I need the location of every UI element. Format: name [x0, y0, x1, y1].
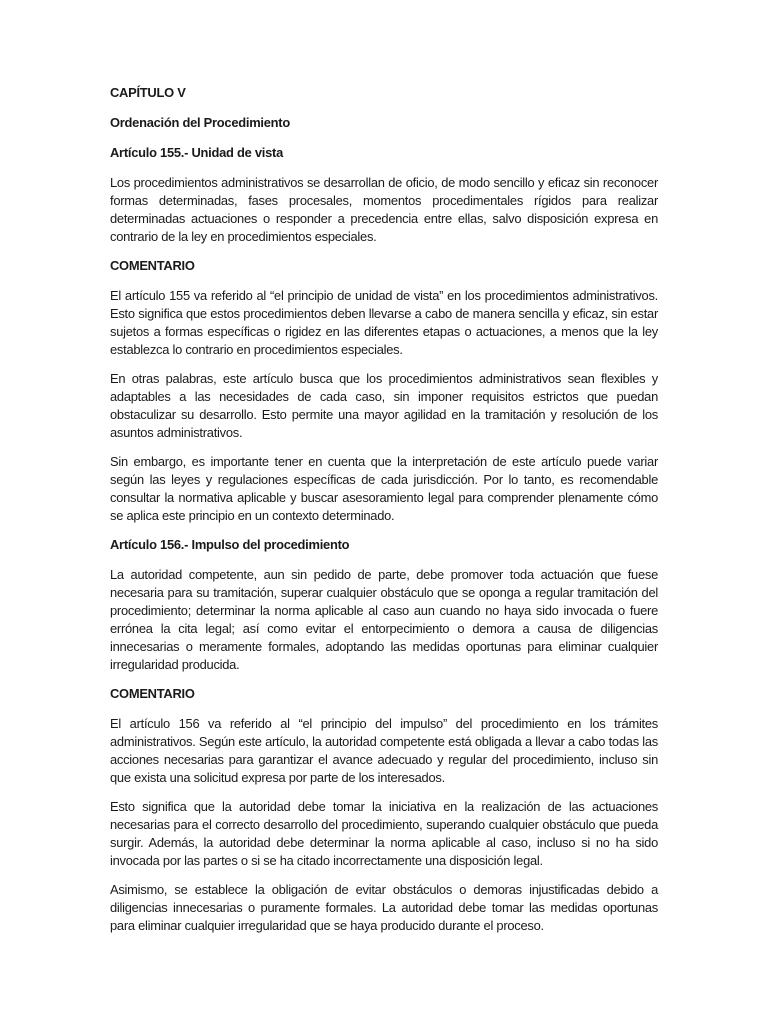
comment-155-paragraph: Sin embargo, es importante tener en cuenta que la interpretación de este artículo puede variar según las leyes y regulaciones específicas de cada jurisdicción. Por lo tanto, es recomendable consultar la normativa aplicable y buscar asesoramiento legal para comprender plenamente cómo se aplica este principio en un contexto determinado.	[110, 454, 658, 523]
comment-156-paragraph: Esto significa que la autoridad debe tomar la iniciativa en la realización de las actuaciones necesarias para el correcto desarrollo del procedimiento, superando cualquier obstáculo que pueda surgir. Además, la autoridad debe determinar la norma aplicable al caso, incluso si no ha sido invocada por las partes o si se ha citado incorrectamente una disposición legal.	[110, 799, 658, 868]
article-156-text: La autoridad competente, aun sin pedido de parte, debe promover toda actuación que fuese necesaria para su tramitación, superar cualquier obstáculo que se oponga a regular tramitación del procedimiento; determinar la norma aplicable al caso aun cuando no haya sido invocada o fuere errónea la cita legal; así como evitar el entorpecimiento o demora a causa de diligencias innecesarias o meramente formales, adoptando las medidas oportunas para eliminar cualquier irregularidad producida.	[110, 567, 658, 672]
article-156-heading: Artículo 156.- Impulso del procedimiento	[110, 537, 350, 552]
article-155-heading: Artículo 155.- Unidad de vista	[110, 145, 284, 160]
comment-heading: COMENTARIO	[110, 258, 195, 273]
section-heading: Ordenación del Procedimiento	[110, 115, 290, 130]
comment-155-paragraph: El artículo 155 va referido al “el principio de unidad de vista” en los procedimientos administrativos. Esto significa que estos procedimientos deben llevarse a cabo de manera sencilla y eficaz, sin estar sujetos a formas específicas o rigidez en las diferentes etapas o actuaciones, a menos que la ley establezca lo contrario en procedimientos especiales.	[110, 288, 658, 357]
comment-156-paragraph: Asimismo, se establece la obligación de evitar obstáculos o demoras injustificadas debido a diligencias innecesarias o puramente formales. La autoridad debe tomar las medidas oportunas para eliminar cualquier irregularidad que se haya producido durante el proceso.	[110, 882, 658, 933]
comment-heading: COMENTARIO	[110, 686, 195, 701]
document-page	[110, 84, 658, 946]
comment-155-paragraph: En otras palabras, este artículo busca que los procedimientos administrativos sean flexibles y adaptables a las necesidades de cada caso, sin imponer requisitos estrictos que puedan obstaculizar su desarrollo. Esto permite una mayor agilidad en la tramitación y resolución de los asuntos administrativos.	[110, 371, 658, 440]
comment-156-paragraph: El artículo 156 va referido al “el principio del impulso” del procedimiento en los trámites administrativos. Según este artículo, la autoridad competente está obligada a llevar a cabo todas las acciones necesarias para garantizar el avance adecuado y regular del procedimiento, incluso sin que exista una solicitud expresa por parte de los interesados.	[110, 716, 658, 785]
chapter-heading: CAPÍTULO V	[110, 85, 186, 100]
article-155-text: Los procedimientos administrativos se desarrollan de oficio, de modo sencillo y eficaz sin reconocer formas determinadas, fases procesales, momentos procedimentales rígidos para realizar determinadas actuaciones o responder a precedencia entre ellas, salvo disposición expresa en contrario de la ley en procedimientos especiales.	[110, 175, 658, 244]
